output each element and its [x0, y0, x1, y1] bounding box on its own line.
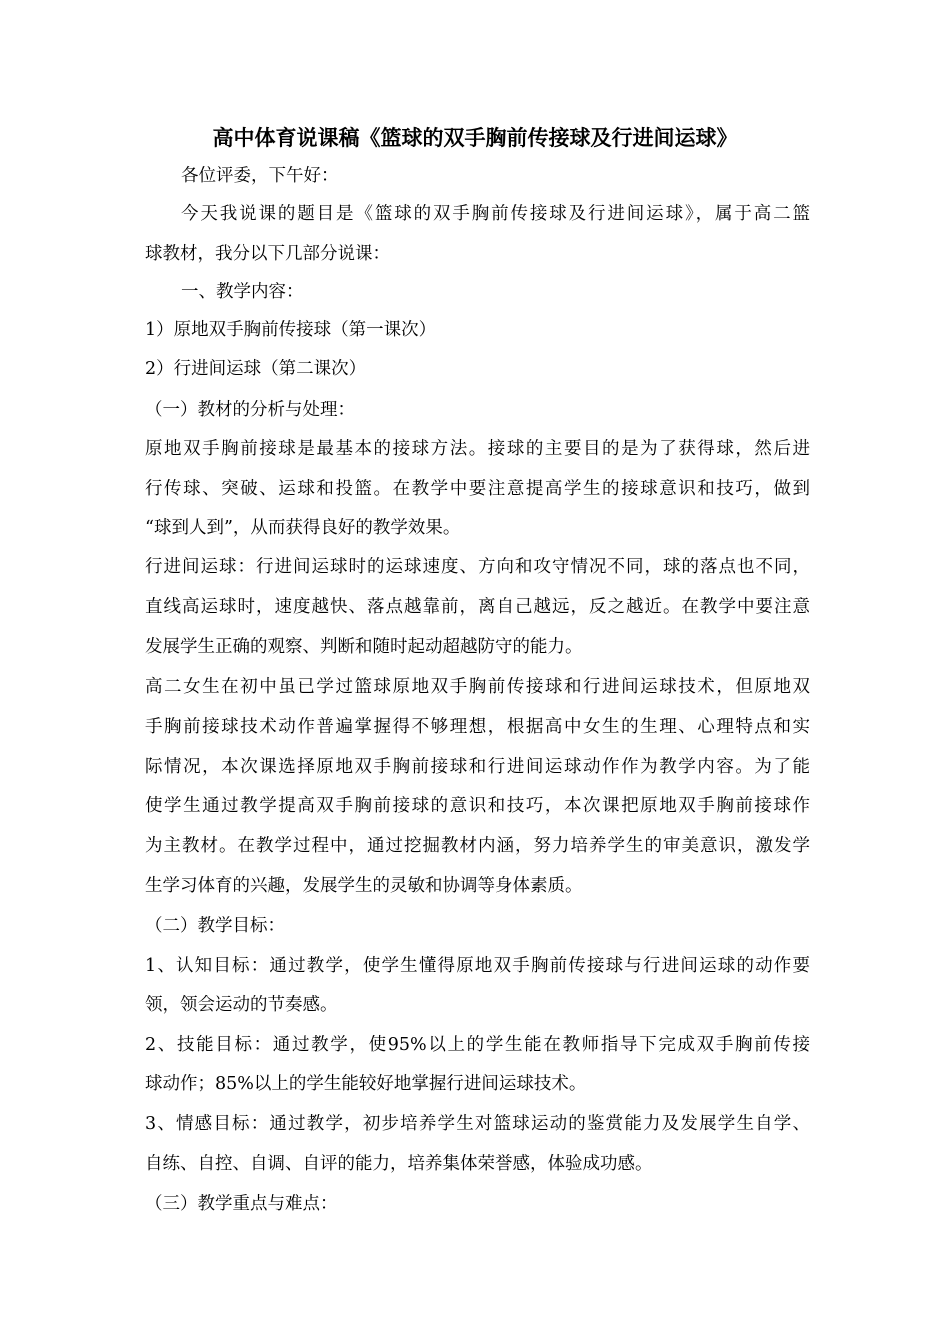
paragraph-line: 原地双手胸前接球是最基本的接球方法。接球的主要目的是为了获得球，然后进 — [145, 439, 810, 459]
paragraph-line: 自练、自控、自调、自评的能力，培养集体荣誉感，体验成功感。 — [145, 1154, 653, 1174]
paragraph-line: 今天我说课的题目是《篮球的双手胸前传接球及行进间运球》，属于高二篮 — [181, 204, 810, 224]
paragraph-line: 直线高运球时，速度越快、落点越靠前，离自己越远，反之越近。在教学中要注意 — [145, 597, 810, 617]
paragraph-line: 3、情感目标：通过教学，初步培养学生对篮球运动的鉴赏能力及发展学生自学、 — [145, 1114, 810, 1134]
greeting-line: 各位评委，下午好： — [181, 166, 339, 186]
paragraph-line: 2、技能目标：通过教学，使95%以上的学生能在教师指导下完成双手胸前传接 — [145, 1035, 810, 1055]
paragraph-line: 手胸前接球技术动作普遍掌握得不够理想，根据高中女生的生理、心理特点和实 — [145, 717, 810, 737]
list-item: 2）行进间运球（第二课次） — [145, 359, 367, 379]
paragraph-line: 行传球、突破、运球和投篮。在教学中要注意提高学生的接球意识和技巧，做到 — [145, 479, 810, 499]
paragraph-line: 际情况，本次课选择原地双手胸前接球和行进间运球动作作为教学内容。为了能 — [145, 757, 810, 777]
paragraph-line: “球到人到”，从而获得良好的教学效果。 — [145, 518, 461, 538]
document-title: 高中体育说课稿《篮球的双手胸前传接球及行进间运球》 — [212, 125, 738, 150]
subsection-heading: （三）教学重点与难点： — [145, 1194, 338, 1214]
paragraph-line: 生学习体育的兴趣，发展学生的灵敏和协调等身体素质。 — [145, 876, 583, 896]
list-item: 1）原地双手胸前传接球（第一课次） — [145, 320, 437, 340]
paragraph-line: 为主教材。在教学过程中，通过挖掘教材内涵，努力培养学生的审美意识，激发学 — [145, 836, 810, 856]
paragraph-line: 使学生通过教学提高双手胸前接球的意识和技巧，本次课把原地双手胸前接球作 — [145, 796, 810, 816]
paragraph-line: 球教材，我分以下几部分说课： — [145, 244, 390, 264]
subsection-heading: （一）教材的分析与处理： — [145, 400, 355, 420]
paragraph-line: 发展学生正确的观察、判断和随时起动超越防守的能力。 — [145, 637, 583, 657]
paragraph-line: 球动作；85%以上的学生能较好地掌握行进间运球技术。 — [145, 1074, 587, 1094]
paragraph-line: 领，领会运动的节奏感。 — [145, 995, 338, 1015]
section-heading: 一、教学内容： — [181, 282, 304, 302]
paragraph-line: 1、认知目标：通过教学，使学生懂得原地双手胸前传接球与行进间运球的动作要 — [145, 956, 810, 976]
paragraph-line: 高二女生在初中虽已学过篮球原地双手胸前传接球和行进间运球技术，但原地双 — [145, 677, 810, 697]
subsection-heading: （二）教学目标： — [145, 916, 285, 936]
paragraph-line: 行进间运球：行进间运球时的运球速度、方向和攻守情况不同，球的落点也不同， — [145, 557, 810, 577]
